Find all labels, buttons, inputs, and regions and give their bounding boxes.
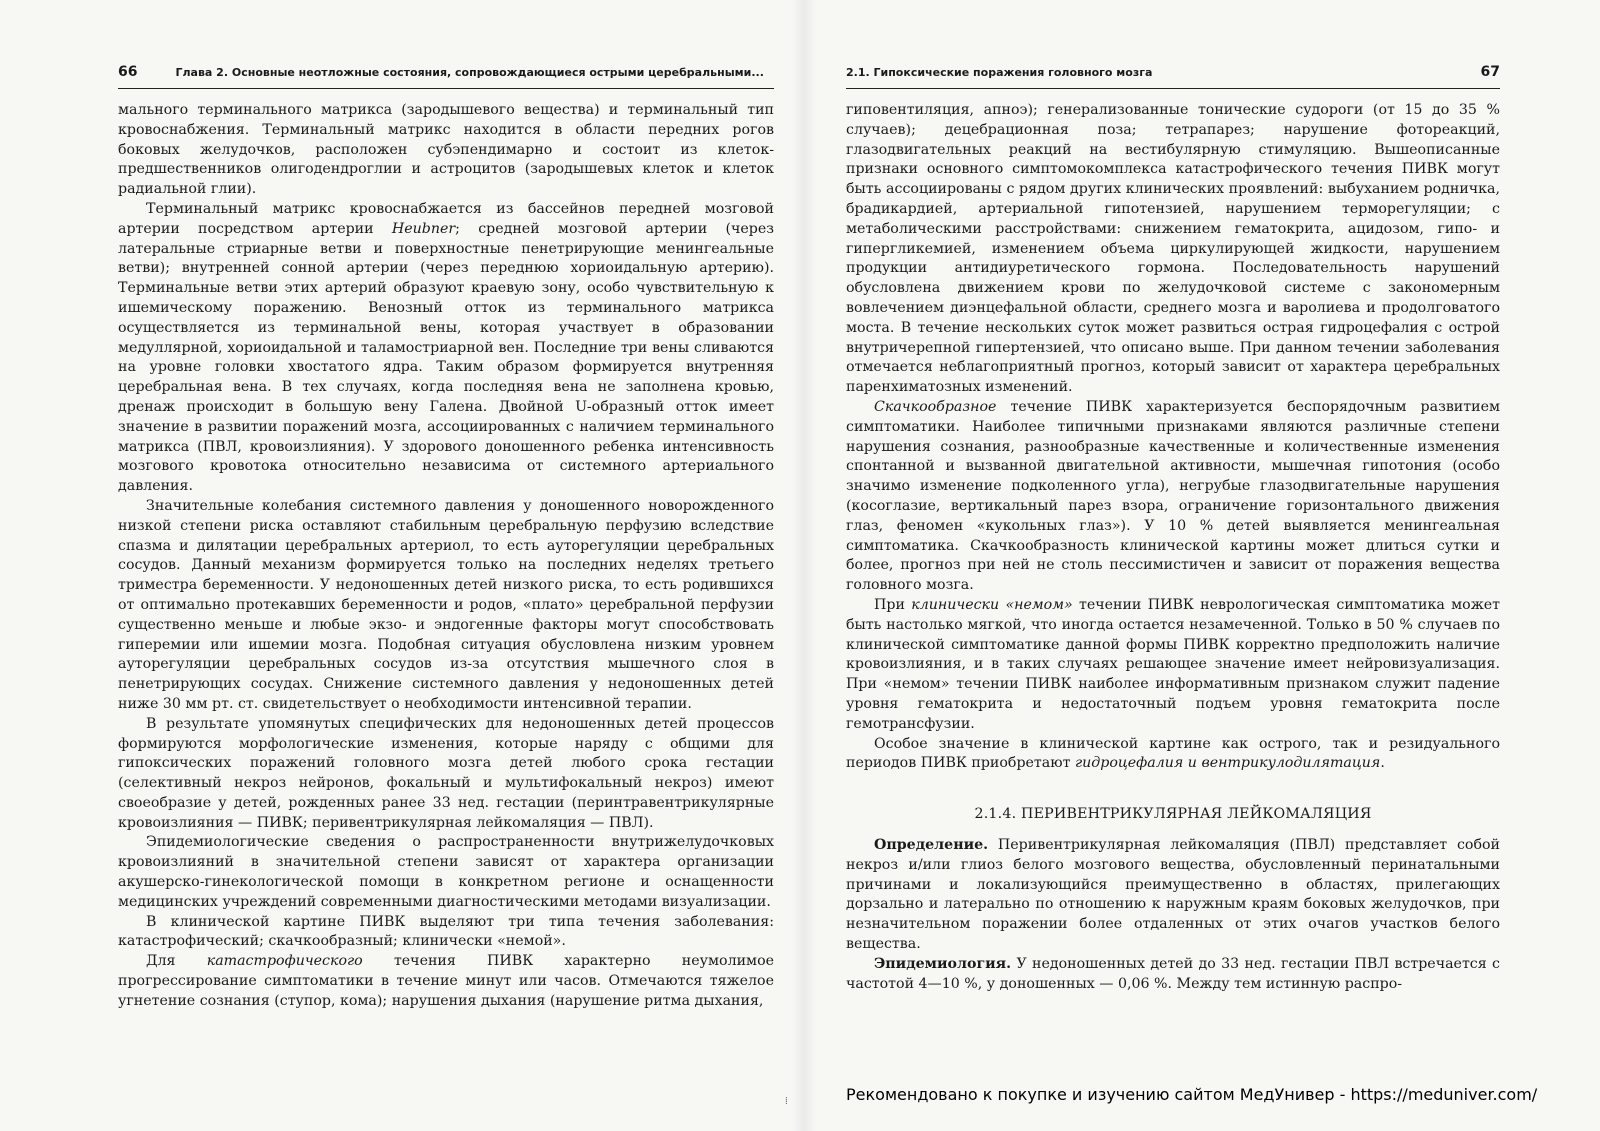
right-page-number: 67 xyxy=(1480,64,1500,80)
left-page xyxy=(118,64,774,1012)
footer-link[interactable]: Рекомендовано к покупке и изучению сайтом МедУнивер - https://meduniver.com/ xyxy=(846,1085,1538,1104)
paragraph: Для катастрофического течения ПИВК характерно неумолимое прогрессирование симптоматики в течение минут или часов. Отмечаются тяжелое угнетение сознания (ступор, кома); нарушения дыхания (нарушение ритма дыхания, xyxy=(118,953,775,1009)
right-page-header xyxy=(846,64,1500,89)
epidemiology-paragraph: Эпидемиология. У недоношенных детей до 33 нед. гестации ПВЛ встречается с частотой 4—10 %, у доношенных — 0,06 %. Между тем истинную распро- xyxy=(846,955,1500,992)
paragraph: При клинически «немом» течении ПИВК неврологическая симптоматика может быть настолько мягкой, что иногда остается незамеченной. Только в 50 % случаев по клинической симптоматике данной формы ПИВК корректно предположить наличие кровоизлияния, и в таких случаях решающее значение имеет нейровизуализация. При «немом» течении ПИВК наиболее информативным признаком служит падение уровня гематокрита и недостаточный подъем уровня гематокрита после гемотрансфузии. xyxy=(846,596,1501,732)
paragraph: Скачкообразное течение ПИВК характеризуется беспорядочным развитием симптоматики. Наиболее типичными признаками являются различные степени нарушения сознания, разнообразные качественные и количественные изменения спонтанной и вызванной двигательной активности, мышечная гипотония (особо значимо изменение подколенного угла), негрубые глазодвигательные нарушения (косоглазие, вертикальный парез взора, ограничение горизонтального движения глаз, феномен «кукольных глаз»). У 10 % детей выявляется менингеальная симптоматика. Скачкообразность клинической картины может длиться сутки и более, прогноз при ней не столь пессимистичен и зависит от поражения вещества головного мозга. xyxy=(846,398,1500,594)
paragraph: Значительные колебания системного давления у доношенного новорожденного низкой степени риска оставляют стабильным церебральную перфузию вследствие спазма и дилятации церебральных артериол, то есть ауторегуляции церебральных сосудов. Данный механизм формируется только на последних неделях третьего триместра беременности. У недоношенных детей низкого риска, то есть родившихся от оптимально протекавших беременности и родов, «плато» церебральной перфузии существенно меньше и любые экзо- и эндогенные факторы могут способствовать гиперемии или ишемии мозга. Подобная ситуация обусловлена низким уровнем ауторегуляции церебральных сосудов из-за отсутствия мышечного слоя в пенетрирующих сосудах. Снижение системного давления у недоношенных детей ниже 30 мм рт. ст. свидетельствует о необходимости интенсивной терапии. xyxy=(118,497,774,712)
paragraph: мального терминального матрикса (зародышевого вещества) и терминальный тип кровоснабжения. Терминальный матрикс находится в области передних рогов боковых желудочков, расположен субэпендимарно и состоит из клеток-предшественников олигодендроглии и астроцитов (зародышевых клеток и клеток радиальной глии). xyxy=(118,102,774,198)
right-page xyxy=(846,64,1500,994)
epidemiology-label: Эпидемиология. xyxy=(874,955,1012,972)
left-page-number: 66 xyxy=(118,64,138,80)
right-page-body xyxy=(846,101,1500,994)
paragraph: Эпидемиологические сведения о распространенности внутрижелудочковых кровоизлияний в значительной степени зависят от характера организации акушерско-гинекологической помощи в конкретном регионе и оснащенности медицинских учреждений современными диагностическими методами визуализации. xyxy=(118,834,774,910)
paragraph: В клинической картине ПИВК выделяют три типа течения заболевания: катастрофический; скачкообразный; клинически «немой». xyxy=(118,913,774,950)
paragraph: гиповентиляция, апноэ); генерализованные тонические судороги (от 15 до 35 % случаев); децебрационная поза; тетрапарез; нарушение фотореакций, глазодвигательных реакций на вестибулярную стимуляцию. Вышеописанные признаки основного симптомокомплекса катастрофического течения ПИВК могут быть ассоциированы с рядом других клинических проявлений: выбуханием родничка, брадикардией, артериальной гипотензией, нарушением терморегуляции; с метаболическими расстройствами: снижением гематокрита, ацидозом, гипо- и гипергликемией, изменением объема циркулирующей жидкости, нарушением продукции антидиуретического гормона. Последовательность нарушений обусловлена движением крови по желудочковой системе с закономерным вовлечением диэнцефальной области, среднего мозга и варолиева и продолговатого моста. В течение нескольких суток может развиться острая гидроцефалия с острой внутричерепной гипертензией, что описано выше. При данном течении заболевания отмечается неблагоприятный прогноз, который зависит от характера церебральных паренхиматозных изменений. xyxy=(846,102,1500,396)
section-heading: 2.1.4. ПЕРИВЕНТРИКУЛЯРНАЯ ЛЕЙКОМАЛЯЦИЯ xyxy=(974,806,1372,823)
book-gutter xyxy=(792,0,816,1131)
right-running-head: 2.1. Гипоксические поражения головного мозга xyxy=(846,66,1153,79)
paragraph: Особое значение в клинической картине как острого, так и резидуального периодов ПИВК приобретают гидроцефалия и вентрикулодилятация. xyxy=(846,735,1500,772)
left-running-head: Глава 2. Основные неотложные состояния, сопровождающиеся острыми церебральными... xyxy=(175,66,764,79)
page-mark: ⁞ xyxy=(785,1096,788,1107)
paragraph: Терминальный матрикс кровоснабжается из бассейнов передней мозговой артерии посредством артерии Heubner; средней мозговой артерии (через латеральные стриарные ветви и поверхностные пенетрирующие менингеальные ветви); внутренней сонной артерии (через переднюю хориоидальную артерию). Терминальные ветви этих артерий образуют краевую зону, особо чувствительную к ишемическому поражению. Венозный отток из терминального матрикса осуществляется из терминальной вены, которая участвует в образовании медуллярной, хориоидальной и таламостриарной вен. Последние три вены сливаются на уровне головки хвостатого ядра. Таким образом формируется внутренняя церебральная вена. В тех случаях, когда последняя вена не заполнена кровью, дренаж происходит в большую вену Галена. Двойной U-образный отток имеет значение в развитии поражений мозга, ассоциированных с наличием терминального матрикса (ПВЛ, кровоизлияния). У здорового доношенного ребенка интенсивность мозгового кровотока относительно независима от системного артериального давления. xyxy=(118,200,774,495)
left-page-body xyxy=(118,101,774,1012)
left-page-header xyxy=(118,64,774,89)
paragraph: В результате упомянутых специфических для недоношенных детей процессов формируются морфологические изменения, которые наряду с общими для гипоксических поражений головного мозга детей любого срока гестации (селективный некроз нейронов, фокальный и мультифокальный некроз) имеют своеобразие у детей, рожденных ранее 33 нед. гестации (перинтравентрикулярные кровоизлияния — ПИВК; перивентрикулярная лейкомаляция — ПВЛ). xyxy=(118,715,774,831)
definition-paragraph: Определение. Перивентрикулярная лейкомаляция (ПВЛ) представляет собой некроз и/или глиоз белого мозгового вещества, обусловленный перинатальными причинами и локализующийся преимущественно в областях, прилегающих дорзально и латерально по отношению к наружным краям боковых желудочков, при незначительном поражении более отдаленных от этих очагов участков белого вещества. xyxy=(846,837,1500,953)
definition-label: Определение. xyxy=(874,837,989,854)
